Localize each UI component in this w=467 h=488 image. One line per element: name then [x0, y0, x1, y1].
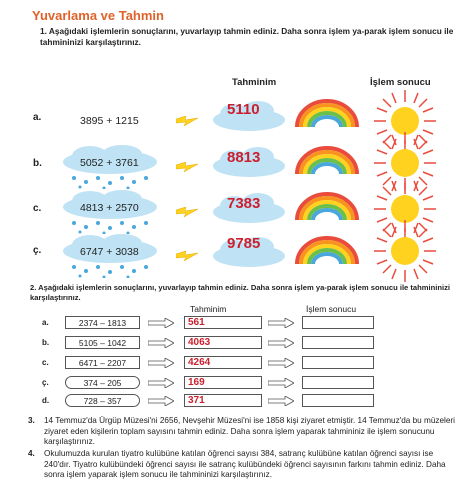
q2-row-label: ç. [42, 378, 49, 387]
q1-row-label: c. [33, 203, 42, 214]
q2-estimate-value: 169 [184, 376, 262, 389]
q1-estimate-value: 8813 [227, 149, 261, 166]
q1-expression: 4813 + 2570 [80, 202, 139, 214]
q2-result-field[interactable] [302, 336, 374, 349]
q1-estimate-value: 7383 [227, 195, 261, 212]
q2-result-field[interactable] [302, 356, 374, 369]
lightning-icon [176, 162, 198, 172]
q2-result-field[interactable] [302, 376, 374, 389]
arrow-right-icon [268, 318, 294, 328]
q1-estimate-value: 9785 [227, 235, 261, 252]
rainbow-icon [292, 190, 362, 222]
arrow-right-icon [148, 338, 174, 348]
q1-row-label: b. [33, 158, 42, 169]
q2-col-estimate: Tahminim [190, 304, 227, 314]
q2-estimate-value: 371 [184, 394, 262, 407]
q2-estimate-value: 4063 [184, 336, 262, 349]
rainbow-icon [292, 234, 362, 266]
q1-col-result: İşlem sonucu [370, 77, 431, 88]
q4-number: 4. [28, 449, 35, 458]
arrow-right-icon [148, 358, 174, 368]
q2-row-label: b. [42, 338, 50, 347]
q1-expression: 6747 + 3038 [80, 246, 139, 258]
arrow-right-icon [268, 378, 294, 388]
arrow-right-icon [148, 318, 174, 328]
q2-row-label: c. [42, 358, 49, 367]
arrow-right-icon [148, 396, 174, 406]
q3-text: 14 Temmuz'da Ürgüp Müzesi'ni 2656, Nevşehir Müzesi'ni ise 1858 kişi ziyaret etmiştir. 14 Temmuz'da bu müzeleri ziyaret eden kişilerin toplam sayısını tahmin ediniz. Daha sonra işlem yaparak tahmininiz ile işlem sonucunu karşılaştırınız. [44, 416, 455, 446]
page-title: Yuvarlama ve Tahmin [32, 8, 164, 23]
q2-estimate-value: 4264 [184, 356, 262, 369]
q2-expression: 6471 – 2207 [65, 356, 140, 369]
rainbow-icon [292, 144, 362, 176]
rainbow-icon [292, 97, 362, 129]
q2-estimate-value: 561 [184, 316, 262, 329]
q3-number: 3. [28, 416, 35, 425]
q1-expression: 5052 + 3761 [80, 157, 139, 169]
arrow-right-icon [148, 378, 174, 388]
q1-row-label: a. [33, 112, 42, 123]
q1-col-estimate: Tahminim [232, 77, 277, 88]
q2-result-field[interactable] [302, 316, 374, 329]
q1-expression: 3895 + 1215 [80, 115, 139, 127]
q2-result-field[interactable] [302, 394, 374, 407]
q2-expression: 374 – 205 [65, 376, 140, 389]
q2-expression: 728 – 357 [65, 394, 140, 407]
q2-instruction: 2. Aşağıdaki işlemlerin sonuçlarını, yuvarlayıp tahmin ediniz. Daha sonra işlem ya-parak işlem sonucu ile tahmininizi karşılaştırınız. [30, 283, 451, 302]
sun-icon [372, 218, 438, 284]
q1-row-label: ç. [33, 245, 42, 256]
q2-col-result: İşlem sonucu [306, 304, 357, 314]
arrow-right-icon [268, 396, 294, 406]
q2-expression: 5105 – 1042 [65, 336, 140, 349]
q4-text: Okulumuzda kurulan tiyatro kulübüne katılan öğrenci sayısı 384, satranç kulübüne katılan öğrenci sayısı ise 240'dır. Tiyatro kulübündeki öğrenci sayısı ile satranç kulübündeki öğrenci sayısının farkını tahmin ediniz. Daha sonra işlem yaparak işlem sonucu ile tahmininizi karşılaştırınız. [44, 449, 446, 479]
q2-expression: 2374 – 1813 [65, 316, 140, 329]
q1-estimate-value: 5110 [227, 101, 260, 118]
arrow-right-icon [268, 358, 294, 368]
arrow-right-icon [268, 338, 294, 348]
q1-instruction: 1. Aşağıdaki işlemlerin sonuçlarını, yuvarlayıp tahmin ediniz. Daha sonra işlem ya-parak işlem sonucu ile tahmininizi karşılaştırınız. [40, 26, 454, 47]
q2-row-label: a. [42, 318, 49, 327]
lightning-icon [176, 207, 198, 217]
q2-row-label: d. [42, 396, 50, 405]
lightning-icon [176, 251, 198, 261]
lightning-icon [176, 116, 198, 126]
